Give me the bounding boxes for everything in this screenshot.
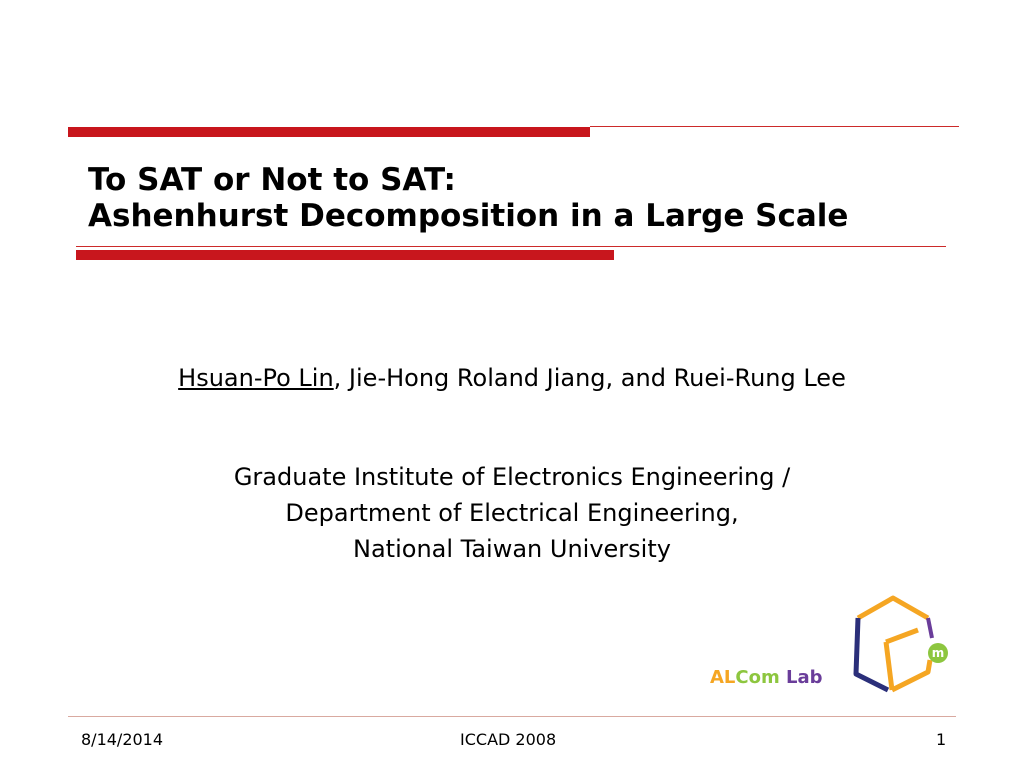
co-authors: , Jie-Hong Roland Jiang, and Ruei-Rung Lee — [333, 364, 846, 392]
top-thick-bar — [68, 127, 590, 137]
presenting-author: Hsuan-Po Lin — [178, 364, 334, 392]
title-line-2: Ashenhurst Decomposition in a Large Scale — [88, 198, 849, 234]
footer-page-number: 1 — [936, 730, 947, 749]
authors-line — [0, 362, 1024, 394]
affiliation-line-1: Graduate Institute of Electronics Engineering / — [233, 463, 791, 491]
svg-text:ALCom Lab: ALCom Lab — [710, 667, 823, 688]
footer-conference: ICCAD 2008 — [460, 730, 557, 749]
affiliation-line-3: National Taiwan University — [353, 535, 671, 563]
bottom-thin-line — [76, 246, 946, 247]
svg-text:m: m — [931, 646, 945, 660]
top-thin-line — [590, 126, 959, 127]
alcom-lab-logo-graphic — [708, 590, 958, 700]
slide-title — [88, 162, 968, 234]
affiliation — [0, 459, 1024, 567]
footer-divider — [68, 716, 956, 717]
affiliation-line-2: Department of Electrical Engineering, — [285, 499, 739, 527]
alcom-lab-logo — [708, 590, 958, 700]
footer-date: 8/14/2014 — [81, 730, 164, 749]
bottom-thick-bar — [76, 250, 614, 260]
title-line-1: To SAT or Not to SAT: — [88, 162, 456, 198]
